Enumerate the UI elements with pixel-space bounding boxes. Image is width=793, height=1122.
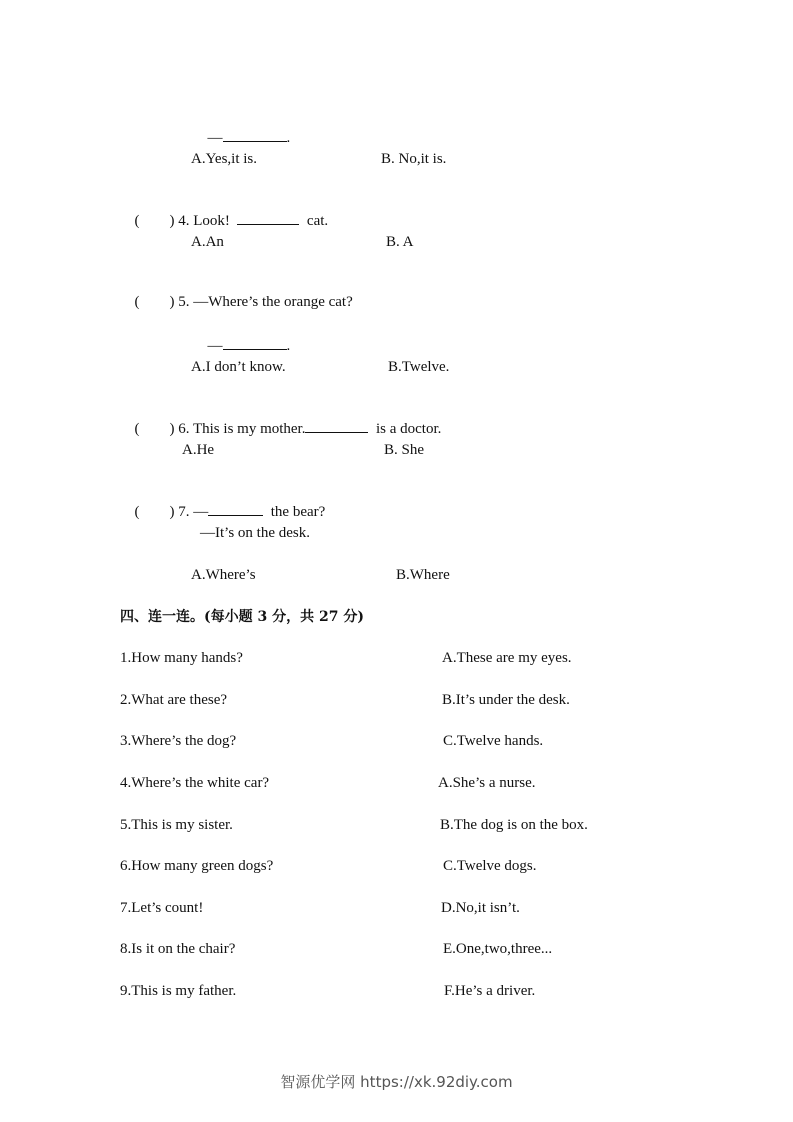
q6-blank[interactable] [305, 418, 368, 433]
match-left-item[interactable]: 9.This is my father. [120, 983, 237, 999]
q7-answer: —It’s on the desk. [200, 525, 310, 541]
q6-question [127, 400, 441, 438]
match-right-item[interactable]: C.Twelve hands. [443, 733, 544, 749]
match-right-item[interactable]: C.Twelve dogs. [443, 858, 537, 874]
q6-option-a[interactable]: A.He [182, 442, 215, 458]
footer-watermark: 智源优学网 https://xk.92diy.com [280, 1073, 513, 1091]
match-right-item[interactable]: B.The dog is on the box. [440, 817, 588, 833]
match-right-item[interactable]: D.No,it isn’t. [441, 900, 520, 916]
q3-option-a[interactable]: A.Yes,it is. [191, 151, 257, 167]
q5-answer-end: . [286, 338, 291, 354]
q6-prefix: 6. This is my mother. [178, 421, 306, 437]
q7-suffix: the bear? [270, 504, 326, 520]
match-right-item[interactable]: A.She’s a nurse. [438, 775, 536, 791]
q5-option-b[interactable]: B.Twelve. [388, 359, 450, 375]
q5-question [127, 275, 353, 311]
q7-question [127, 483, 325, 521]
q7-prefix: 7. — [178, 504, 209, 520]
match-right-item[interactable]: B.It’s under the desk. [442, 692, 570, 708]
q5-answer-paren[interactable]: ( ) [134, 294, 175, 310]
match-left-item[interactable]: 6.How many green dogs? [120, 858, 274, 874]
q3-answer-line [200, 109, 290, 147]
q5-answer-dash: — [207, 338, 223, 354]
match-right-item[interactable]: E.One,two,three... [443, 941, 553, 957]
q4-answer-paren[interactable]: ( ) [134, 213, 175, 229]
q4-option-a[interactable]: A.An [191, 234, 224, 250]
match-right-item[interactable]: F.He’s a driver. [444, 983, 536, 999]
q4-option-b[interactable]: B. A [386, 234, 414, 250]
q4-suffix: cat. [306, 213, 329, 229]
match-left-item[interactable]: 8.Is it on the chair? [120, 941, 236, 957]
match-right-item[interactable]: A.These are my eyes. [442, 650, 572, 666]
q7-blank[interactable] [208, 501, 263, 516]
match-left-item[interactable]: 2.What are these? [120, 692, 228, 708]
q4-prefix: 4. Look! [178, 213, 230, 229]
q7-option-b[interactable]: B.Where [396, 567, 450, 583]
q3-option-b[interactable]: B. No,it is. [381, 151, 447, 167]
q6-option-b[interactable]: B. She [384, 442, 425, 458]
match-left-item[interactable]: 5.This is my sister. [120, 817, 233, 833]
q6-answer-paren[interactable]: ( ) [134, 421, 175, 437]
match-left-item[interactable]: 7.Let’s count! [120, 900, 204, 916]
q7-answer-paren[interactable]: ( ) [134, 504, 175, 520]
q6-suffix: is a doctor. [375, 421, 442, 437]
q7-option-a[interactable]: A.Where’s [191, 567, 256, 583]
match-left-item[interactable]: 1.How many hands? [120, 650, 243, 666]
q3-answer-end: . [286, 130, 291, 146]
q5-answer-line [200, 317, 290, 355]
q5-text: 5. —Where’s the orange cat? [178, 294, 353, 310]
q3-answer-dash: — [207, 130, 223, 146]
q5-option-a[interactable]: A.I don’t know. [191, 359, 286, 375]
q4-question [127, 192, 328, 230]
match-left-item[interactable]: 4.Where’s the white car? [120, 775, 270, 791]
q3-answer-blank[interactable] [223, 127, 287, 142]
section4-title: 四、连一连。(每小题 3 分，共 27 分) [120, 609, 364, 625]
q4-blank[interactable] [237, 210, 299, 225]
q5-answer-blank[interactable] [223, 335, 287, 350]
match-left-item[interactable]: 3.Where’s the dog? [120, 733, 237, 749]
